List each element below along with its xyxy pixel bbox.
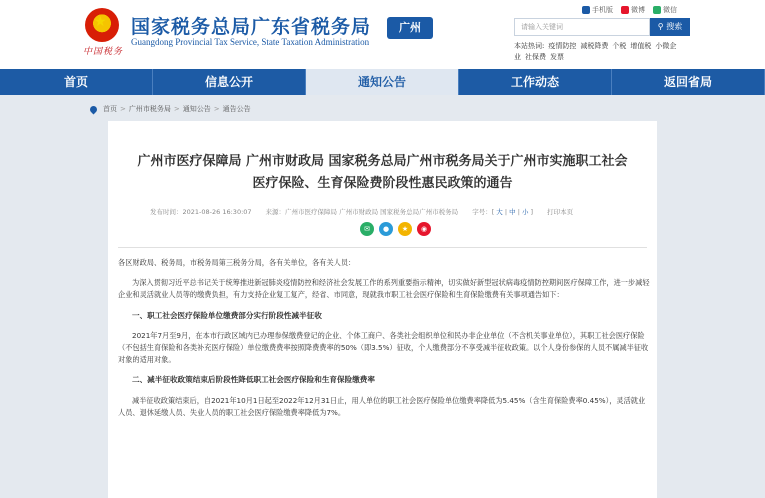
publish-time: 发布时间：2021-08-26 16:30:07: [150, 208, 252, 216]
article-paragraph: 各区财政局、税务局，市税务局第三税务分局，各有关单位，各有关人员：: [118, 258, 356, 267]
location-pin-icon: [89, 104, 99, 114]
article-body: [118, 257, 650, 427]
breadcrumb-separator: >: [173, 105, 180, 113]
print-link[interactable]: 打印本页: [547, 208, 574, 216]
quick-links: [582, 4, 677, 16]
nav-back-province[interactable]: 返回省局: [612, 69, 765, 95]
article-title-line: 广州市医疗保障局 广州市财政局 国家税务总局广州市税务局关于广州市实施职工社会: [137, 154, 628, 169]
article-card: [108, 121, 657, 498]
article-source: 来源：广州市医疗保障局 广州市财政局 国家税务总局广州市税务局: [265, 208, 459, 216]
quick-link-label: 手机版: [592, 6, 613, 14]
site-subtitle: Guangdong Provincial Tax Service, State Taxation Administration: [131, 37, 370, 47]
search-button-label: 搜索: [666, 22, 683, 31]
article-paragraph: 为深入贯彻习近平总书记关于统筹推进新冠肺炎疫情防控和经济社会发展工作的系列重要指示精神，切实做好新型冠状病毒疫情防控期间医疗保障工作，进一步减轻企业和灵活就业人员等的缴费负担，有力支持企业复工复产，经省、市同意，现就我市职工社会医疗保险和生育保险缴费有关事项通告如下：: [118, 278, 650, 300]
nav-notices[interactable]: 通知公告: [306, 69, 459, 95]
hot-word-link[interactable]: 个税: [612, 42, 627, 50]
hot-word-link[interactable]: 社保费: [525, 53, 546, 61]
emblem-star-icon: ★: [94, 14, 107, 30]
font-size-small[interactable]: 小: [521, 208, 529, 216]
article-meta: [150, 207, 573, 216]
quick-link-mobile[interactable]: [582, 4, 613, 16]
article-title: [108, 151, 657, 195]
breadcrumb-separator: >: [213, 105, 220, 113]
article-title-line: 医疗保险、生育保险费阶段性惠民政策的通告: [252, 176, 513, 191]
site-title[interactable]: 国家税务总局广东省税务局: [131, 16, 372, 38]
qq-share-icon[interactable]: ●: [379, 222, 393, 236]
article-paragraph: 减半征收政策结束后，自2021年10月1日起至2022年12月31日止，用人单位的职工社会医疗保险单位缴费率降低为5.45%（含生育保险费率0.45%），灵活就业人员、退休延缴人员、失业人员的职工社会医疗保险缴费率降低为7%。: [118, 395, 646, 417]
hot-word-link[interactable]: 小微企业: [514, 42, 677, 61]
article-section-heading: 二、减半征收政策结束后阶段性降低职工社会医疗保险和生育保险缴费率: [132, 375, 375, 385]
weibo-share-icon[interactable]: ◉: [417, 222, 431, 236]
search-input[interactable]: 请输入关键词: [514, 18, 650, 36]
hot-word-link[interactable]: 疫情防控: [548, 42, 577, 50]
breadcrumb-separator: >: [120, 105, 126, 113]
motto-logo: 中国税务: [83, 47, 124, 57]
hot-words: [514, 41, 684, 63]
main-nav: [0, 69, 765, 95]
breadcrumb-home[interactable]: 首页: [103, 105, 117, 113]
breadcrumb-notices[interactable]: 通知公告: [182, 105, 211, 113]
article-section-heading: 一、职工社会医疗保险单位缴费部分实行阶段性减半征收: [132, 310, 322, 320]
wechat-icon: [653, 6, 661, 14]
search-icon: ⚲: [657, 22, 664, 31]
mobile-icon: [582, 6, 590, 14]
share-bar: [360, 222, 431, 236]
divider: [118, 247, 647, 248]
quick-link-label: 微博: [631, 6, 645, 14]
weibo-icon: [621, 6, 629, 14]
font-size-label: 字号：: [472, 208, 492, 216]
breadcrumb-bureau[interactable]: 广州市税务局: [128, 105, 171, 113]
font-size-control: 字号：[ 大 | 中 | 小 ]: [472, 208, 534, 216]
breadcrumb: [90, 104, 251, 114]
font-size-large[interactable]: 大: [496, 208, 503, 216]
nav-home[interactable]: 首页: [0, 69, 153, 95]
hot-word-link[interactable]: 发票: [550, 53, 564, 61]
quick-link-label: 微信: [663, 6, 677, 14]
quick-link-weibo[interactable]: [621, 4, 645, 16]
hot-word-link[interactable]: 减税降费: [580, 42, 609, 50]
city-badge: 广州: [387, 17, 433, 39]
hot-word-link[interactable]: 增值税: [630, 42, 652, 50]
search-button[interactable]: [650, 18, 690, 36]
breadcrumb-current[interactable]: 通告公告: [222, 105, 251, 113]
article-paragraph: 2021年7月至9月，在本市行政区域内已办理参保缴费登记的企业、个体工商户、各类社会组织单位和民办非企业单位（不含机关事业单位），其职工社会医疗保险（不包括生育保险和各类补充医疗保险）单位缴费费率按照降费费率的50%（即3.5%）征收，个人缴费部分不享受减半征收政策。以个人身份参保的人员不属减半征收对象的适用对象。: [118, 330, 649, 365]
nav-info-disclosure[interactable]: 信息公开: [153, 69, 306, 95]
hot-words-label: 本站热词:: [514, 42, 545, 50]
font-size-medium[interactable]: 中: [509, 208, 516, 216]
quick-link-wechat[interactable]: [653, 4, 677, 16]
qzone-share-icon[interactable]: ★: [398, 222, 412, 236]
nav-work-news[interactable]: 工作动态: [459, 69, 612, 95]
wechat-share-icon[interactable]: ✉: [360, 222, 374, 236]
site-header: [0, 0, 765, 69]
